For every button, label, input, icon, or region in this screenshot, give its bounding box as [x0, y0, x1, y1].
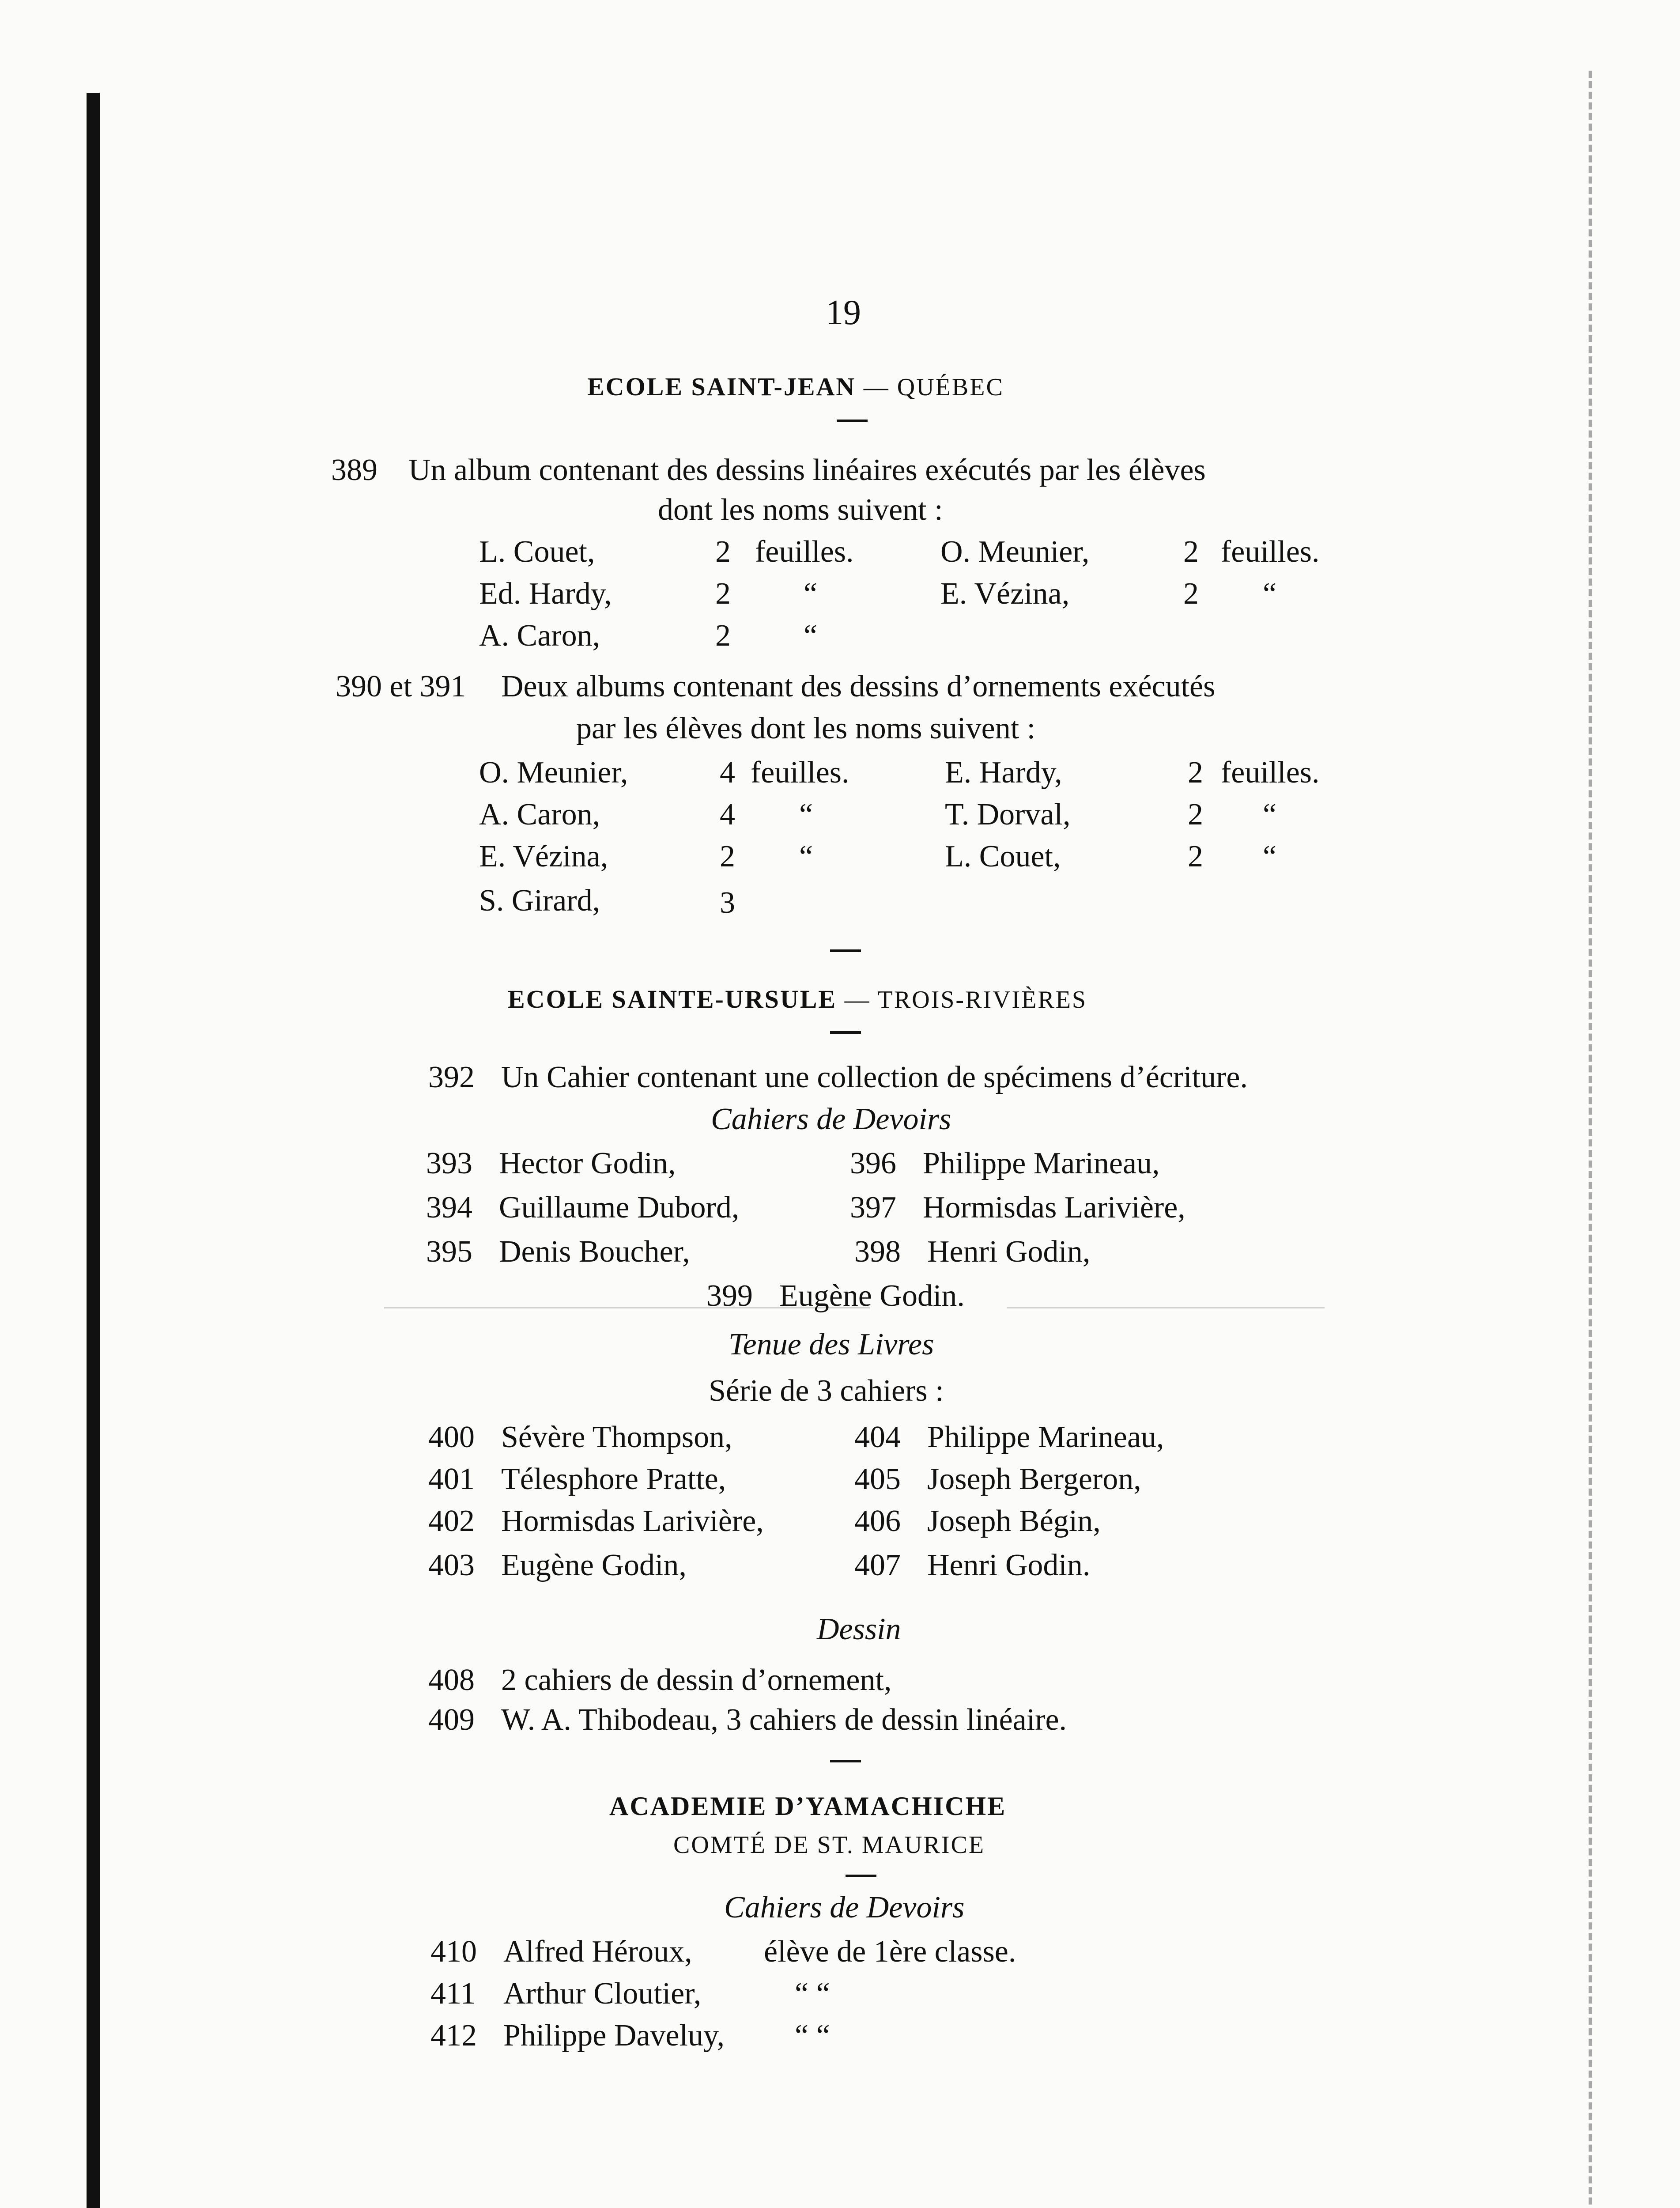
entry-name: Philippe Marineau,: [923, 1146, 1160, 1180]
list-unit: “: [1263, 839, 1277, 873]
entry-name: Alfred Héroux,: [503, 1935, 692, 1969]
entry-name: Joseph Bergeron,: [927, 1462, 1141, 1496]
section-title: ECOLE SAINTE-URSULE: [508, 985, 837, 1013]
entry-name: Henri Godin,: [927, 1235, 1091, 1269]
list-unit: feuilles.: [1221, 535, 1320, 569]
entry-number: 404: [854, 1420, 901, 1454]
list-name: E. Hardy,: [945, 756, 1062, 790]
list-name: O. Meunier,: [479, 756, 628, 790]
divider: [830, 1760, 861, 1762]
list-count: 2: [720, 839, 735, 873]
list-count: 2: [1183, 535, 1199, 569]
divider: [846, 1875, 876, 1877]
list-unit: feuilles.: [755, 535, 854, 569]
divider: [837, 420, 868, 422]
list-count: 2: [1183, 577, 1199, 611]
entry-number: 394: [426, 1191, 472, 1225]
entry-number: 398: [854, 1235, 901, 1269]
entry-name: Hormisdas Larivière,: [923, 1191, 1185, 1225]
scan-edge-marks: [1589, 71, 1597, 2208]
entry-number: 409: [428, 1703, 475, 1737]
entry-number: 408: [428, 1663, 475, 1697]
entry-name: Sévère Thompson,: [501, 1420, 732, 1454]
entry-name: Télesphore Pratte,: [501, 1462, 726, 1496]
series-note: Série de 3 cahiers :: [709, 1374, 944, 1408]
list-name: E. Vézina,: [479, 839, 608, 873]
entry-number: 410: [430, 1935, 477, 1969]
entry-number: 407: [854, 1548, 901, 1582]
list-unit: “: [804, 577, 818, 611]
subsection-title: Dessin: [817, 1612, 901, 1646]
list-count: 2: [715, 535, 731, 569]
entry-number: 401: [428, 1462, 475, 1496]
entry-number: 405: [854, 1462, 901, 1496]
entry-number: 396: [850, 1146, 896, 1180]
list-unit: feuilles.: [751, 756, 849, 790]
list-name: S. Girard,: [479, 884, 600, 918]
list-unit: “: [804, 619, 818, 653]
entry-name: Philippe Daveluy,: [503, 2019, 725, 2053]
entry-name: Guillaume Dubord,: [499, 1191, 740, 1225]
section-heading-saint-jean: [587, 370, 1004, 401]
entry-name: Joseph Bégin,: [927, 1504, 1101, 1538]
entry-number: 399: [706, 1279, 753, 1313]
list-count: 4: [720, 756, 735, 790]
entry-name: Arthur Cloutier,: [503, 1977, 702, 2011]
entry-note: “ “: [795, 1977, 830, 2011]
entry-number: 403: [428, 1548, 475, 1582]
list-count: 2: [1188, 839, 1203, 873]
item-number: 389: [331, 453, 378, 487]
subsection-title: Cahiers de Devoirs: [724, 1890, 965, 1924]
list-name: A. Caron,: [479, 619, 600, 653]
binding-edge: [87, 93, 100, 2208]
list-name: L. Couet,: [945, 839, 1061, 873]
list-count: 2: [1188, 798, 1203, 832]
entry-name: Philippe Marineau,: [927, 1420, 1164, 1454]
divider: [830, 949, 861, 952]
entry-number: 402: [428, 1504, 475, 1538]
entry-text: 2 cahiers de dessin d’ornement,: [501, 1663, 892, 1697]
entry-note: élève de 1ère classe.: [764, 1935, 1016, 1969]
entry-number: 411: [430, 1977, 476, 2011]
list-unit: “: [799, 839, 813, 873]
list-unit: “: [1263, 577, 1277, 611]
list-unit: “: [1263, 798, 1277, 832]
entry-number: 393: [426, 1146, 472, 1180]
entry-number: 395: [426, 1235, 472, 1269]
item-text: par les élèves dont les noms suivent :: [576, 711, 1036, 745]
entry-name: Henri Godin.: [927, 1548, 1091, 1582]
list-count: 2: [715, 577, 731, 611]
page-number: 19: [826, 293, 861, 332]
item-number: 390 et 391: [336, 669, 466, 703]
list-count: 2: [1188, 756, 1203, 790]
item-text: dont les noms suivent :: [658, 493, 943, 527]
entry-number: 406: [854, 1504, 901, 1538]
divider: [830, 1031, 861, 1034]
entry-name: Eugène Godin,: [501, 1548, 687, 1582]
list-name: T. Dorval,: [945, 798, 1071, 832]
entry-number: 412: [430, 2019, 477, 2053]
scan-line: [1007, 1307, 1325, 1308]
entry-name: Hormisdas Larivière,: [501, 1504, 764, 1538]
subsection-title: Cahiers de Devoirs: [711, 1102, 951, 1136]
subsection-title: Tenue des Livres: [729, 1327, 934, 1361]
entry-name: Eugène Godin.: [779, 1279, 965, 1313]
entry-number: 400: [428, 1420, 475, 1454]
list-name: L. Couet,: [479, 535, 595, 569]
item-text: Un Cahier contenant une collection de spécimens d’écriture.: [501, 1060, 1248, 1094]
list-name: Ed. Hardy,: [479, 577, 612, 611]
entry-name: Denis Boucher,: [499, 1235, 690, 1269]
item-text: Deux albums contenant des dessins d’ornements exécutés: [501, 669, 1216, 703]
section-place: — QUÉBEC: [863, 374, 1004, 401]
entry-text: W. A. Thibodeau, 3 cahiers de dessin linéaire.: [501, 1703, 1067, 1737]
list-count: 2: [715, 619, 731, 653]
list-unit: feuilles.: [1221, 756, 1320, 790]
section-title-yamachiche: ACADEMIE D’YAMACHICHE: [609, 1792, 1007, 1821]
item-number: 392: [428, 1060, 475, 1094]
entry-name: Hector Godin,: [499, 1146, 676, 1180]
list-count: 3: [720, 886, 735, 920]
section-subtitle: COMTÉ DE ST. MAURICE: [673, 1831, 985, 1859]
list-unit: “: [799, 798, 813, 832]
list-name: A. Caron,: [479, 798, 600, 832]
list-name: E. Vézina,: [940, 577, 1070, 611]
list-count: 4: [720, 798, 735, 832]
section-title: ECOLE SAINT-JEAN: [587, 372, 856, 401]
section-heading-sainte-ursule: [508, 983, 1087, 1013]
section-place: — TROIS-RIVIÈRES: [844, 986, 1087, 1013]
item-text: Un album contenant des dessins linéaires exécutés par les élèves: [408, 453, 1206, 487]
list-name: O. Meunier,: [940, 535, 1090, 569]
entry-note: “ “: [795, 2019, 830, 2053]
entry-number: 397: [850, 1191, 896, 1225]
